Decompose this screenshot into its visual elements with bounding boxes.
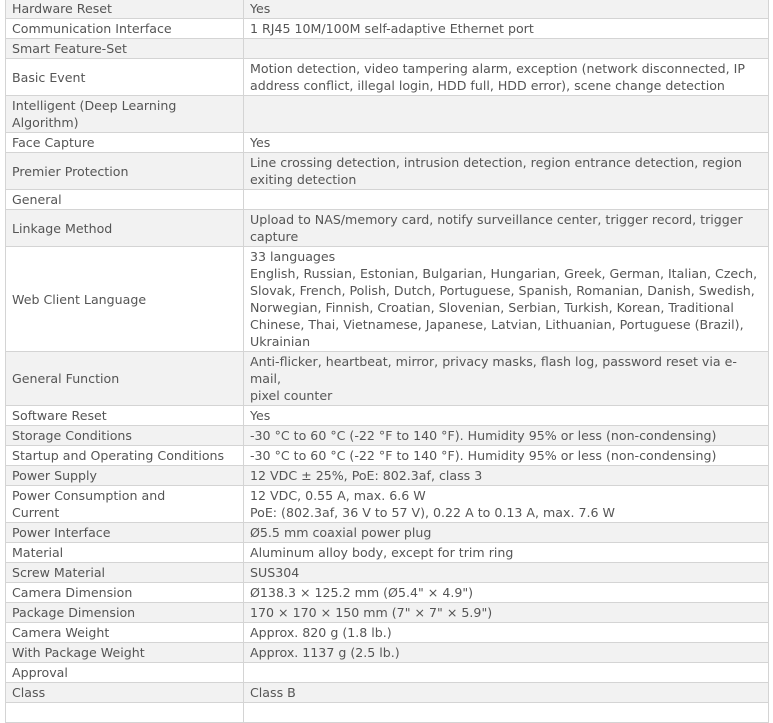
table-row — [6, 19, 769, 39]
spec-key-cell: Package Dimension — [6, 603, 244, 623]
spec-table — [5, 0, 769, 723]
table-row — [6, 523, 769, 543]
table-row — [6, 603, 769, 623]
spec-value-cell: -30 °C to 60 °C (-22 °F to 140 °F). Humidity 95% or less (non-condensing) — [244, 426, 769, 446]
spec-value-cell: Approx. 820 g (1.8 lb.) — [244, 623, 769, 643]
table-row — [6, 703, 769, 723]
spec-value-cell — [244, 190, 769, 210]
spec-value-cell: 33 languages English, Russian, Estonian, Bulgarian, Hungarian, Greek, German, Italian, Czech, Slovak, French, Polish, Dutch, Portuguese, Spanish, Romanian, Danish, Swedish, Norwegian, Finnish, Croatian, Slovenian, Serbian, Turkish, Korean, Traditional Chinese, Thai, Vietnamese, Japanese, Latvian, Lithuanian, Portuguese (Brazil), Ukrainian — [244, 247, 769, 352]
spec-key-cell: Power Consumption and Current — [6, 486, 244, 523]
spec-value-cell: Yes — [244, 133, 769, 153]
spec-value-cell: 1 RJ45 10M/100M self-adaptive Ethernet port — [244, 19, 769, 39]
spec-key-cell: Premier Protection — [6, 153, 244, 190]
spec-key-cell: Material — [6, 543, 244, 563]
table-row — [6, 59, 769, 96]
spec-value-cell: Motion detection, video tampering alarm, exception (network disconnected, IP address conflict, illegal login, HDD full, HDD error), scene change detection — [244, 59, 769, 96]
spec-table-body — [6, 0, 769, 723]
spec-value-cell: Anti-flicker, heartbeat, mirror, privacy masks, flash log, password reset via e-mail, pixel counter — [244, 352, 769, 406]
spec-value-cell — [244, 703, 769, 723]
spec-value-cell: 12 VDC ± 25%, PoE: 802.3af, class 3 — [244, 466, 769, 486]
spec-key-cell: Communication Interface — [6, 19, 244, 39]
table-row — [6, 663, 769, 683]
spec-key-cell: With Package Weight — [6, 643, 244, 663]
table-row — [6, 406, 769, 426]
spec-key-cell: Camera Dimension — [6, 583, 244, 603]
spec-value-cell: Ø138.3 × 125.2 mm (Ø5.4" × 4.9") — [244, 583, 769, 603]
spec-key-cell: Software Reset — [6, 406, 244, 426]
spec-value-cell: Yes — [244, 0, 769, 19]
table-row — [6, 563, 769, 583]
spec-key-cell: Camera Weight — [6, 623, 244, 643]
spec-key-cell: General Function — [6, 352, 244, 406]
table-row — [6, 446, 769, 466]
table-row — [6, 0, 769, 19]
spec-key-cell — [6, 703, 244, 723]
table-row — [6, 39, 769, 59]
table-row — [6, 352, 769, 406]
table-row — [6, 96, 769, 133]
spec-value-cell: SUS304 — [244, 563, 769, 583]
table-row — [6, 247, 769, 352]
spec-key-cell: General — [6, 190, 244, 210]
table-row — [6, 486, 769, 523]
spec-value-cell: Approx. 1137 g (2.5 lb.) — [244, 643, 769, 663]
spec-value-cell: Upload to NAS/memory card, notify surveillance center, trigger record, trigger capture — [244, 210, 769, 247]
table-row — [6, 543, 769, 563]
table-row — [6, 623, 769, 643]
table-row — [6, 133, 769, 153]
table-row — [6, 190, 769, 210]
spec-key-cell: Basic Event — [6, 59, 244, 96]
spec-table-container — [5, 0, 769, 723]
spec-key-cell: Storage Conditions — [6, 426, 244, 446]
spec-value-cell: Line crossing detection, intrusion detection, region entrance detection, region exiting detection — [244, 153, 769, 190]
spec-value-cell: -30 °C to 60 °C (-22 °F to 140 °F). Humidity 95% or less (non-condensing) — [244, 446, 769, 466]
spec-value-cell — [244, 96, 769, 133]
table-row — [6, 210, 769, 247]
spec-key-cell: Face Capture — [6, 133, 244, 153]
spec-value-cell: Class B — [244, 683, 769, 703]
spec-key-cell: Startup and Operating Conditions — [6, 446, 244, 466]
table-row — [6, 466, 769, 486]
spec-key-cell: Screw Material — [6, 563, 244, 583]
spec-key-cell: Class — [6, 683, 244, 703]
spec-key-cell: Approval — [6, 663, 244, 683]
table-row — [6, 683, 769, 703]
spec-key-cell: Smart Feature-Set — [6, 39, 244, 59]
spec-key-cell: Power Supply — [6, 466, 244, 486]
spec-value-cell: 170 × 170 × 150 mm (7" × 7" × 5.9") — [244, 603, 769, 623]
spec-value-cell: 12 VDC, 0.55 A, max. 6.6 W PoE: (802.3af, 36 V to 57 V), 0.22 A to 0.13 A, max. 7.6 W — [244, 486, 769, 523]
spec-value-cell: Yes — [244, 406, 769, 426]
table-row — [6, 426, 769, 446]
table-row — [6, 153, 769, 190]
spec-value-cell — [244, 39, 769, 59]
spec-key-cell: Hardware Reset — [6, 0, 244, 19]
spec-key-cell: Linkage Method — [6, 210, 244, 247]
spec-key-cell: Intelligent (Deep Learning Algorithm) — [6, 96, 244, 133]
spec-value-cell: Aluminum alloy body, except for trim ring — [244, 543, 769, 563]
table-row — [6, 643, 769, 663]
spec-key-cell: Web Client Language — [6, 247, 244, 352]
spec-value-cell: Ø5.5 mm coaxial power plug — [244, 523, 769, 543]
table-row — [6, 583, 769, 603]
spec-key-cell: Power Interface — [6, 523, 244, 543]
spec-value-cell — [244, 663, 769, 683]
